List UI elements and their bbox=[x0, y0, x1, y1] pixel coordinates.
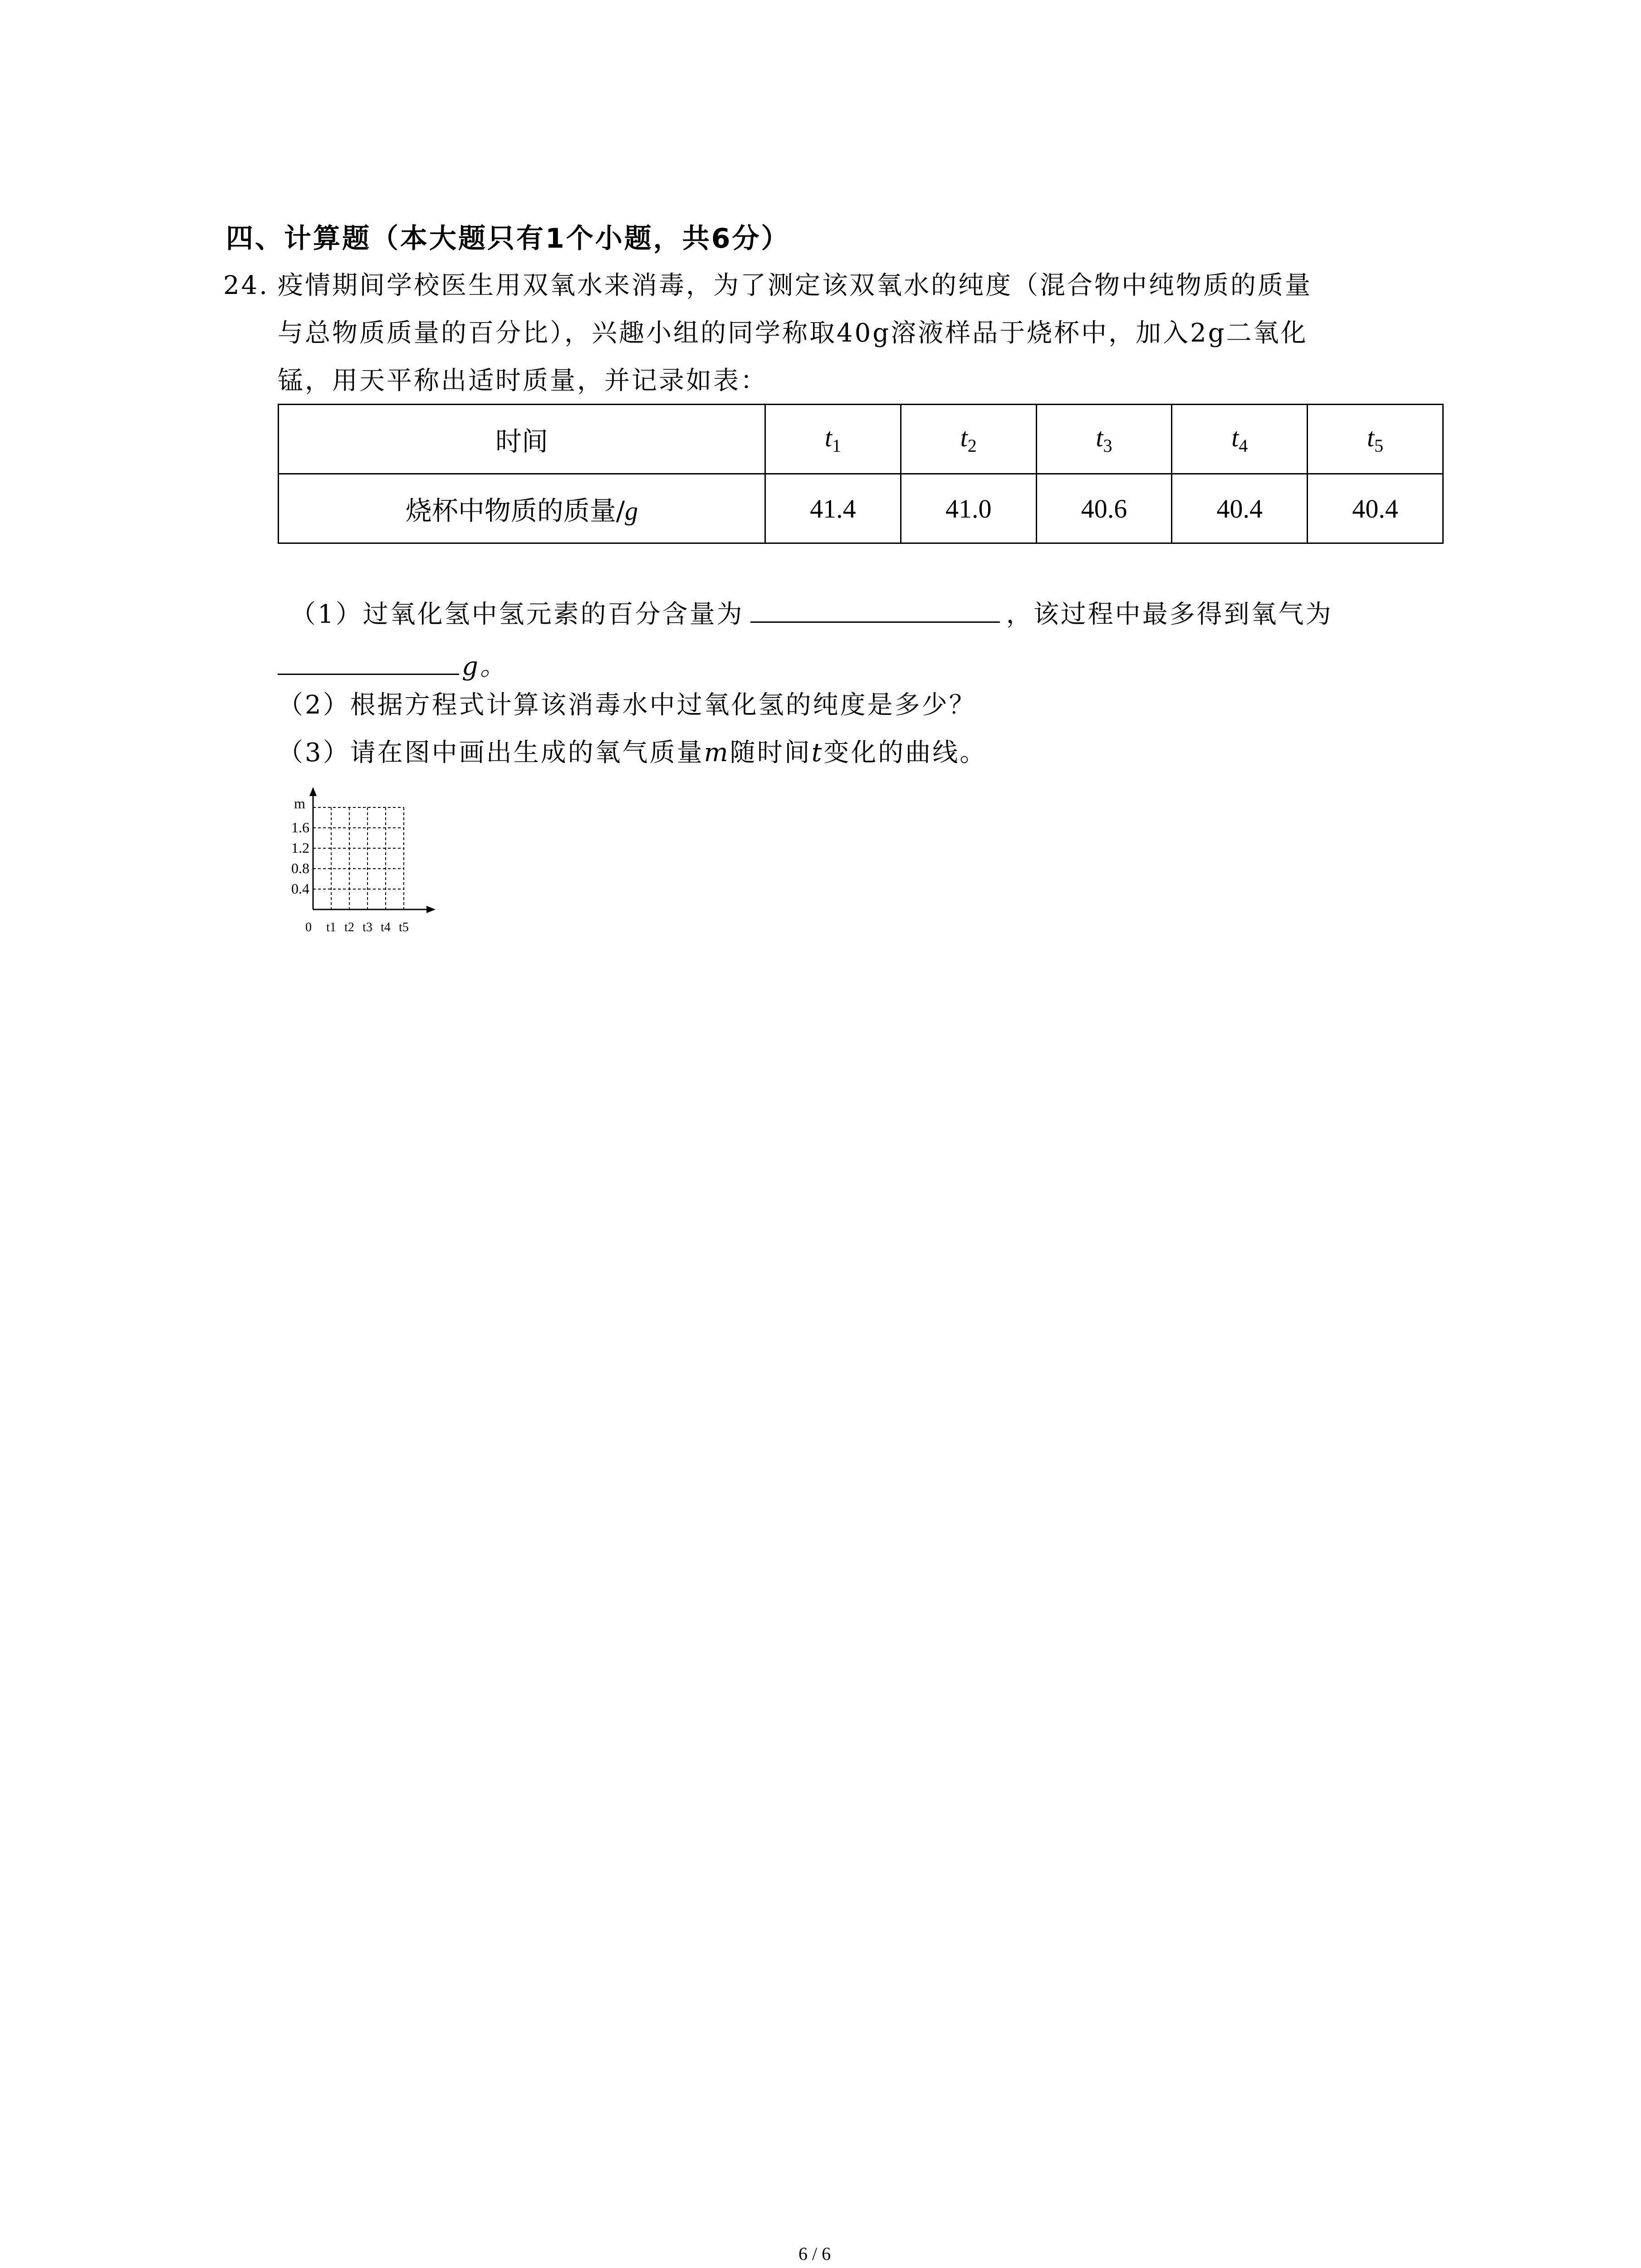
y-axis-arrow bbox=[309, 787, 317, 796]
time-cell: $t_1$ bbox=[765, 405, 901, 474]
mass-header: 烧杯中物质的质量/g bbox=[279, 474, 765, 543]
y-tick-label: 0.4 bbox=[291, 880, 309, 897]
mass-cell: 41.0 bbox=[901, 474, 1036, 543]
question-number: 24. bbox=[223, 271, 269, 300]
mass-time-table bbox=[278, 404, 1444, 544]
y-tick-label: 1.2 bbox=[291, 840, 309, 856]
y-tick-label: 0.8 bbox=[291, 860, 309, 876]
mass-cell: 40.4 bbox=[1308, 474, 1443, 543]
x-tick-label: t4 bbox=[381, 920, 391, 934]
section-title: 四、计算题（本大题只有1个小题，共6分） bbox=[226, 223, 790, 254]
x-tick-label: t1 bbox=[326, 920, 336, 934]
time-cell: $t_4$ bbox=[1172, 405, 1308, 474]
time-cell: $t_5$ bbox=[1308, 405, 1443, 474]
answer-blank-oxygen[interactable] bbox=[278, 646, 459, 675]
time-cell: $t_2$ bbox=[901, 405, 1036, 474]
question-line-1: 疫情期间学校医生用双氧水来消毒，为了测定该双氧水的纯度（混合物中纯物质的质量 bbox=[278, 271, 1312, 300]
mass-cell: 41.4 bbox=[765, 474, 901, 543]
sub-question-1-cont: g。 bbox=[278, 646, 507, 685]
oxygen-mass-axes[interactable] bbox=[272, 778, 463, 950]
answer-blank-hydrogen[interactable] bbox=[750, 594, 1000, 623]
question-line-2: 与总物质质量的百分比），兴趣小组的同学称取40g溶液样品于烧杯中，加入2g二氧化 bbox=[278, 318, 1308, 348]
page-number: 6 / 6 bbox=[798, 2244, 831, 2264]
sub-question-1: （1）过氧化氢中氢元素的百分含量为 ，该过程中最多得到氧气为 bbox=[290, 594, 1333, 633]
x-tick-label: t5 bbox=[399, 920, 409, 934]
question-line-3: 锰，用天平称出适时质量，并记录如表： bbox=[278, 366, 768, 396]
sub-question-3: （3）请在图中画出生成的氧气质量m随时间t变化的曲线。 bbox=[278, 738, 987, 767]
sub-question-2: （2）根据方程式计算该消毒水中过氧化氢的纯度是多少？ bbox=[278, 690, 976, 720]
x-tick-label: t3 bbox=[362, 920, 372, 934]
table-row bbox=[279, 474, 1443, 543]
mass-cell: 40.6 bbox=[1036, 474, 1172, 543]
time-cell: $t_3$ bbox=[1036, 405, 1172, 474]
x-tick-label: 0 bbox=[305, 920, 312, 934]
time-header: 时间 bbox=[279, 405, 765, 474]
y-tick-label: 1.6 bbox=[291, 819, 309, 836]
table-row bbox=[279, 405, 1443, 474]
x-axis-arrow bbox=[426, 906, 436, 913]
y-axis-label: m bbox=[294, 795, 305, 811]
x-tick-label: t2 bbox=[344, 920, 354, 934]
mass-cell: 40.4 bbox=[1172, 474, 1308, 543]
